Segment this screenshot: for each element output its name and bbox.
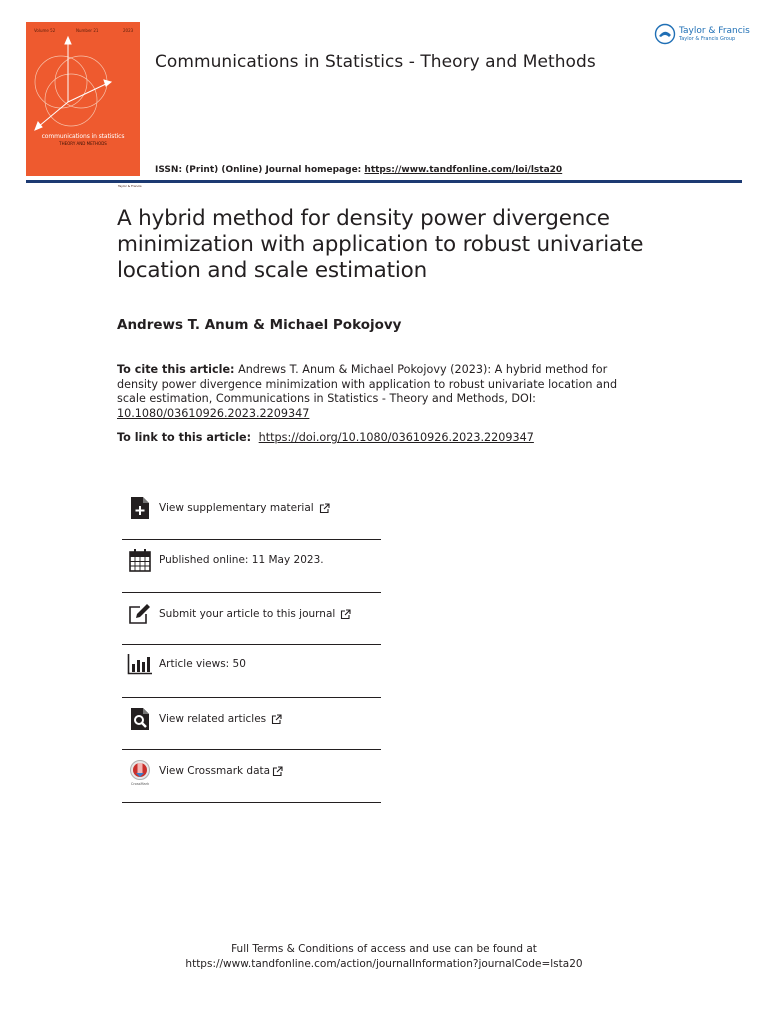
citation [117, 363, 637, 421]
journal-title: Communications in Statistics - Theory and Methods [155, 52, 596, 72]
crossmark-icon [127, 758, 153, 784]
link-label: To link to this article: [117, 431, 252, 444]
external-link-icon [271, 714, 282, 725]
terms-footer [0, 942, 768, 972]
divider [122, 802, 381, 803]
article-title: A hybrid method for density power divergence minimization with application to robust univariate location and scale estimation [117, 206, 644, 283]
cover-year: 2023 [123, 28, 134, 33]
header-divider [26, 180, 742, 183]
action-label: Published online: 11 May 2023. [159, 554, 324, 566]
supplementary-material-item[interactable] [122, 482, 381, 534]
cover-graphic [26, 22, 140, 176]
cover-subtitle: THEORY AND METHODS [59, 141, 107, 146]
external-link-icon [340, 609, 351, 620]
action-label: View Crossmark data [159, 765, 271, 777]
footer-terms-link[interactable]: https://www.tandfonline.com/action/journalInformation?journalCode=lsta20 [185, 958, 583, 970]
issn-label: ISSN: (Print) (Online) Journal homepage: [155, 165, 362, 175]
cover-publisher: Taylor & Francis [118, 184, 142, 188]
journal-homepage-link[interactable]: https://www.tandfonline.com/loi/lsta20 [364, 165, 563, 175]
article-link-line [117, 431, 534, 446]
action-label: Submit your article to this journal [159, 608, 336, 620]
cite-text: Andrews T. Anum & Michael Pokojovy (2023): A hybrid method for density power divergence minimization with application to robust univariate location and scale estimation, Communications in Statistics - Theory and Methods, DOI: [117, 363, 618, 405]
issn-line [155, 165, 562, 175]
article-authors: Andrews T. Anum & Michael Pokojovy [117, 317, 402, 333]
submit-article-item[interactable] [122, 588, 381, 640]
cover-volume: Volume 52 [34, 28, 56, 33]
cover-title: communications in statistics [41, 133, 125, 140]
related-articles-item[interactable] [122, 693, 381, 745]
cover-number: Number 21 [76, 28, 99, 33]
bar-chart-icon [127, 651, 153, 677]
crossmark-caption: CrossMark [130, 782, 150, 786]
publisher-logo[interactable] [654, 22, 750, 46]
search-document-icon [127, 706, 153, 732]
cite-label: To cite this article: [117, 363, 235, 376]
publisher-group: Taylor & Francis Group [679, 35, 736, 42]
external-link-icon [319, 503, 330, 514]
file-plus-icon [127, 495, 153, 521]
published-online-item [122, 534, 381, 586]
action-label: View related articles [159, 713, 267, 725]
crossmark-item[interactable] [122, 745, 381, 797]
journal-cover [26, 22, 142, 188]
publisher-name: Taylor & Francis [679, 25, 750, 36]
footer-line-1: Full Terms & Conditions of access and use can be found at [231, 943, 537, 955]
action-label: Article views: 50 [159, 658, 246, 670]
external-link-icon [272, 766, 283, 777]
edit-icon [127, 601, 153, 627]
article-doi-link[interactable]: https://doi.org/10.1080/03610926.2023.2209347 [258, 431, 534, 444]
calendar-icon [127, 547, 153, 573]
cite-doi-link[interactable]: 10.1080/03610926.2023.2209347 [117, 406, 310, 420]
publisher-lamp-icon [654, 23, 676, 45]
action-label: View supplementary material [159, 502, 314, 514]
article-views-item [122, 638, 381, 690]
